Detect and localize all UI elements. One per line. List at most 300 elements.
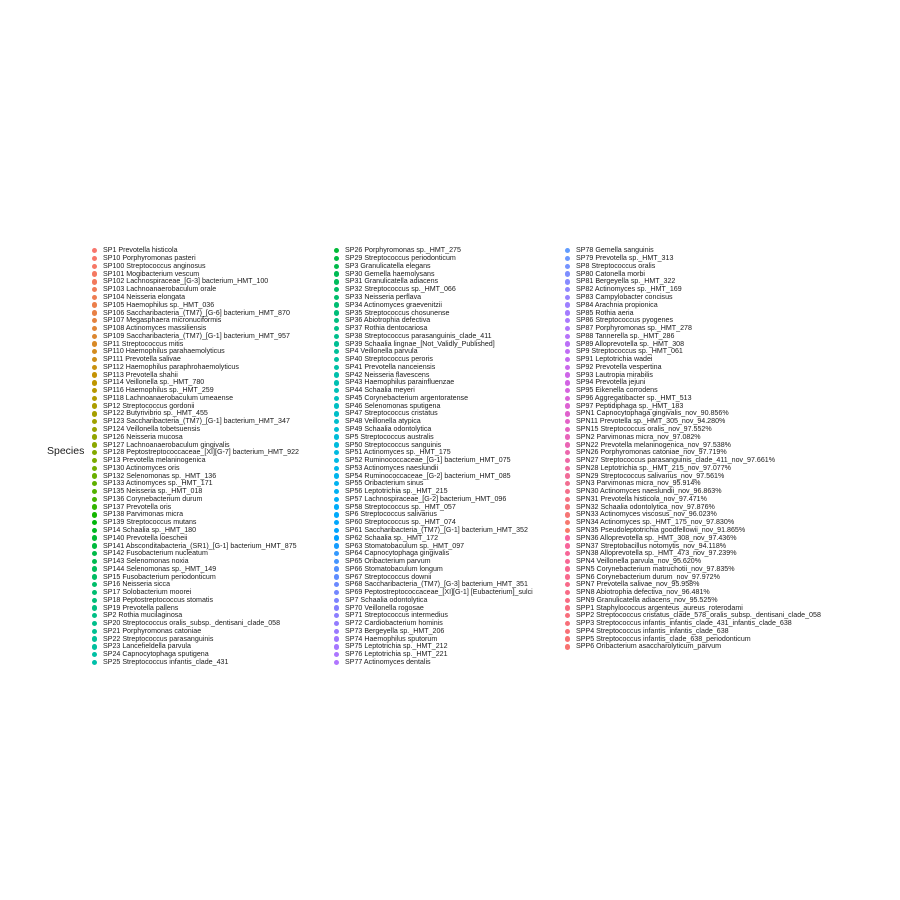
legend-key-dot [565,357,570,362]
legend-label: SP143 Selenomonas noxia [103,557,189,566]
legend-label: SP88 Tannerella sp._HMT_286 [576,331,675,340]
legend-label: SP12 Streptococcus gordonii [103,401,195,410]
legend-key-dot [565,256,570,261]
legend-label: SP53 Actinomyces naeslundii [345,463,439,472]
legend-label: SP78 Gemella sanguinis [576,246,654,255]
legend-label: SPN11 Prevotella sp._HMT_305_nov_94.280% [576,417,726,426]
legend-key-dot [334,621,339,626]
legend-label: SP128 Peptostreptococcaceae_[XI][G-7] bacterium_HMT_922 [103,448,299,457]
legend-label: SP8 Streptococcus oralis [576,261,656,270]
legend-label: SP5 Streptococcus australis [345,432,434,441]
legend-key-dot [92,403,97,408]
legend-key-dot [334,372,339,377]
legend-key-dot [92,450,97,455]
legend-key-dot [334,636,339,641]
legend-label: SP76 Leptotrichia sp._HMT_221 [345,650,448,659]
legend-key-dot [565,419,570,424]
legend-key-dot [565,458,570,463]
legend-label: SP33 Neisseria perflava [345,293,422,301]
legend-key-dot [565,349,570,354]
legend-label: SP21 Porphyromonas catoniae [103,626,202,635]
legend-key-dot [92,559,97,564]
legend-label: SP20 Streptococcus oralis_subsp._dentisani_clade_058 [103,619,281,628]
legend-key-dot [334,574,339,579]
legend-label: SP77 Actinomyces dentalis [345,657,431,666]
legend-key-dot [334,450,339,455]
legend-label: SP141 Absconditabacteria_(SR1)_[G-1] bacterium_HMT_875 [103,541,297,550]
legend-label: SP107 Megasphaera micronuciformis [103,316,222,325]
legend-label: SPN8 Abiotrophia defectiva_nov_96.481% [576,588,710,597]
legend-key-dot [334,442,339,447]
legend-label: SP7 Schaalia odontolytica [345,595,428,604]
legend-key-dot [334,427,339,432]
legend-key-dot [334,310,339,315]
legend-key-dot [92,318,97,323]
legend-key-dot [92,652,97,657]
legend-label: SP67 Streptococcus downii [345,572,432,581]
legend-label: SPP3 Streptococcus infantis_infantis_clade_431_infantis_clade_638 [576,619,792,628]
legend-key-dot [92,535,97,540]
legend-label: SPN22 Prevotella melaninogenica_nov_97.538% [576,440,731,449]
legend-key-dot [334,543,339,548]
legend-key-dot [334,458,339,463]
legend-key-dot [92,520,97,525]
legend-key-dot [565,551,570,556]
legend-label: SP139 Streptococcus mutans [103,518,197,527]
legend-label: SP40 Streptococcus peroris [345,355,433,364]
legend-label: SP55 Oribacterium sinus [345,479,424,488]
legend-key-dot [334,613,339,618]
legend-label: SP30 Gemella haemolysans [345,269,435,278]
legend-label: SP109 Saccharibacteria_(TM7)_[G-1] bacterium_HMT_957 [103,331,290,340]
legend-label: SP137 Prevotella oris [103,502,172,511]
legend-label: SP16 Neisseria sicca [103,580,171,589]
legend-key-dot [92,528,97,533]
legend-key-dot [565,411,570,416]
legend-label: SP57 Lachnospiraceae_[G-2] bacterium_HMT_096 [345,494,507,503]
legend-label: SP72 Cardiobacterium hominis [345,619,443,628]
legend-label: SP24 Capnocytophaga sputigena [103,650,209,659]
legend-key-dot [565,512,570,517]
legend-label: SPN27 Streptococcus parasanguinis_clade_411_nov_97.661% [576,456,776,465]
legend-label: SP39 Schaalia lingnae_[Not_Validly_Published] [345,339,495,348]
legend-label: SP111 Prevotella salivae [103,355,181,364]
legend-label: SP87 Porphyromonas sp._HMT_278 [576,324,692,333]
legend-label: SP138 Parvimonas micra [103,510,184,519]
legend-key-dot [565,504,570,509]
legend-label: SP113 Prevotella shahii [103,370,178,379]
legend-label: SP44 Schaalia meyeri [345,386,415,395]
legend-key-dot [92,605,97,610]
legend-label: SP127 Lachnoanaerobaculum gingivalis [103,440,230,449]
legend-label: SP48 Veillonella atypica [345,417,421,426]
legend-label: SPN2 Parvimonas micra_nov_97.082% [576,432,701,441]
legend-key-dot [334,504,339,509]
legend-key-dot [92,380,97,385]
legend-key-dot [565,466,570,471]
legend-key-dot [92,349,97,354]
legend-key-dot [92,388,97,393]
legend-key-dot [92,302,97,307]
legend-label: SP3 Granulicatella elegans [345,261,431,270]
legend-label: SP82 Actinomyces sp._HMT_169 [576,285,682,294]
legend-label: SPN28 Leptotrichia sp._HMT_215_nov_97.077% [576,463,731,472]
legend-key-dot [565,388,570,393]
legend-key-dot [565,621,570,626]
legend-key-dot [92,334,97,339]
legend-key-dot [334,326,339,331]
legend-key-dot [565,341,570,346]
legend-label: SPN26 Porphyromonas catoniae_nov_97.719% [576,448,727,457]
legend-label: SP45 Corynebacterium argentoratense [345,393,469,402]
legend-key-dot [334,365,339,370]
legend-label: SP106 Saccharibacteria_(TM7)_[G-6] bacterium_HMT_870 [103,308,290,317]
legend-key-dot [334,295,339,300]
legend-key-dot [334,489,339,494]
legend-key-dot [92,341,97,346]
legend-key-dot [565,334,570,339]
legend-key-dot [92,466,97,471]
legend-label: SP41 Prevotella nanceiensis [345,362,436,371]
legend-label: SPP5 Streptococcus infantis_clade_638_periodonticum [576,634,751,643]
legend-key-dot [92,365,97,370]
legend-label: SP81 Bergeyella sp._HMT_322 [576,277,676,286]
legend-label: SP10 Porphyromonas pasteri [103,254,196,263]
legend-label: SP84 Arachnia propionica [576,300,658,309]
legend-key-dot [334,652,339,657]
legend-label: SP86 Streptococcus pyogenes [576,316,674,325]
legend-label: SP96 Aggregatibacter sp._HMT_513 [576,393,692,402]
legend-label: SP93 Lautropia mirabilis [576,370,653,379]
legend-label: SP136 Corynebacterium durum [103,494,203,503]
legend-key-dot [565,535,570,540]
legend-label: SP80 Catonella morbi [576,269,646,278]
legend-key-dot [334,264,339,269]
legend-key-dot [92,279,97,284]
legend-key-dot [334,357,339,362]
legend-key-dot [334,419,339,424]
legend-key-dot [334,660,339,665]
legend-label: SP100 Streptococcus anginosus [103,261,206,270]
legend-key-dot [565,427,570,432]
legend-key-dot [565,582,570,587]
legend-key-dot [565,279,570,284]
legend-key-dot [92,551,97,556]
legend-label: SPN29 Streptococcus salivarius_nov_97.561% [576,471,725,480]
legend-label: SP89 Alloprevotella sp._HMT_308 [576,339,685,348]
legend-key-dot [565,396,570,401]
legend-label: SP58 Streptococcus sp._HMT_057 [345,502,456,511]
legend-key-dot [334,403,339,408]
legend-label: SP2 Rothia mucilaginosa [103,611,183,620]
legend-key-dot [92,372,97,377]
legend-label: SP34 Actinomyces graevenitzii [345,300,442,309]
legend-label: SP112 Haemophilus paraphrohaemolyticus [103,362,239,371]
legend-key-dot [565,264,570,269]
legend-key-dot [565,248,570,253]
legend-key-dot [92,458,97,463]
legend-label: SP79 Prevotella sp._HMT_313 [576,254,674,263]
legend-label: SP123 Saccharibacteria_(TM7)_[G-1] bacterium_HMT_347 [103,417,290,426]
legend-label: SPP6 Oribacterium asaccharolyticum_parvum [576,642,722,651]
legend-key-dot [565,629,570,634]
legend-label: SPN32 Schaalia odontolytica_nov_97.876% [576,502,715,511]
legend-key-dot [565,520,570,525]
legend-key-dot [92,598,97,603]
legend-key-dot [565,598,570,603]
legend-key-dot [334,566,339,571]
legend-label: SPN37 Streptobacillus notomytis_nov_94.118% [576,541,727,550]
legend-label: SP60 Streptococcus sp._HMT_074 [345,518,456,527]
legend-key-dot [92,636,97,641]
legend-key-dot [334,473,339,478]
legend-label: SPN38 Alloprevotella sp._HMT_473_nov_97.239% [576,549,737,558]
legend-label: SP108 Actinomyces massiliensis [103,324,207,333]
legend-label: SP15 Fusobacterium periodonticum [103,572,216,581]
legend-key-dot [92,357,97,362]
legend-key-dot [334,466,339,471]
legend-label: SP142 Fusobacterium nucleatum [103,549,208,558]
legend-label: SP65 Oribacterium parvum [345,557,431,566]
legend-label: SP144 Selenomonas sp._HMT_149 [103,564,217,573]
legend-key-dot [565,636,570,641]
legend-label: SP43 Haemophilus parainfluenzae [345,378,455,387]
legend-label: SP92 Prevotella vespertina [576,362,662,371]
legend-label: SP38 Streptococcus parasanguinis_clade_411 [345,331,492,340]
legend-key-dot [92,411,97,416]
legend-key-dot [92,629,97,634]
legend-label: SPN15 Streptococcus oralis_nov_97.552% [576,425,712,434]
legend-label: SP63 Stomatobaculum sp._HMT_097 [345,541,465,550]
legend-key-dot [92,566,97,571]
legend-label: SP35 Streptococcus chosunense [345,308,450,317]
legend-label: SP83 Campylobacter concisus [576,293,673,301]
legend-key-dot [334,279,339,284]
legend-key-dot [565,497,570,502]
legend-label: SPN3 Parvimonas micra_nov_95.914% [576,479,701,488]
legend-key-dot [334,349,339,354]
legend-label: SP56 Leptotrichia sp._HMT_215 [345,487,448,496]
legend-key-dot [334,302,339,307]
legend-key-dot [92,590,97,595]
legend-label: SP118 Lachnoanaerobaculum umeaense [103,393,234,402]
legend-label: SP19 Prevotella pallens [103,603,179,612]
legend-label: SP47 Streptococcus cristatus [345,409,438,418]
legend-label: SP97 Peptidiphaga sp._HMT_183 [576,401,684,410]
legend-key-dot [92,434,97,439]
legend-key-dot [565,380,570,385]
legend-label: SP104 Neisseria elongata [103,293,186,301]
legend-key-dot [565,302,570,307]
legend-key-dot [92,574,97,579]
legend-label: SP116 Haemophilus sp._HMT_259 [103,386,214,395]
legend-label: SP122 Butyrivibrio sp._HMT_455 [103,409,208,418]
legend-label: SP37 Rothia dentocariosa [345,324,428,333]
legend-label: SP51 Actinomyces sp._HMT_175 [345,448,451,457]
legend-key-dot [92,256,97,261]
legend-key-dot [334,535,339,540]
legend-key-dot [565,481,570,486]
legend-key-dot [334,334,339,339]
legend-label: SPP1 Staphylococcus argenteus_aureus_roterodami [576,603,743,612]
legend-label: SPN1 Capnocytophaga gingivalis_nov_90.856% [576,409,729,418]
legend-key-dot [334,598,339,603]
legend-key-dot [92,613,97,618]
legend-key-dot [92,481,97,486]
legend-label: SP133 Actinomyces sp._HMT_171 [103,479,213,488]
legend-label: SP31 Granulicatella adiacens [345,277,439,286]
legend-key-dot [565,559,570,564]
legend-label: SP110 Haemophilus parahaemolyticus [103,347,225,356]
legend-key-dot [565,403,570,408]
legend-key-dot [92,660,97,665]
legend-label: SPN33 Actinomyces viscosus_nov_96.023% [576,510,717,519]
legend-label: SP95 Eikenella corrodens [576,386,658,395]
legend-label: SP52 Ruminococcaceae_[G-1] bacterium_HMT_075 [345,456,511,465]
legend-key-dot [334,520,339,525]
legend-key-dot [334,388,339,393]
legend-key-dot [334,318,339,323]
legend-key-dot [334,271,339,276]
legend-key-dot [334,629,339,634]
legend-label: SP22 Streptococcus parasanguinis [103,634,214,643]
legend-label: SP124 Veillonella tobetsuensis [103,425,201,434]
legend-label: SP54 Ruminococcaceae_[G-2] bacterium_HMT_085 [345,471,511,480]
legend-label: SP105 Haemophilus sp._HMT_036 [103,300,215,309]
legend-label: SP140 Prevotella loescheii [103,533,188,542]
legend-label: SPN7 Prevotella salivae_nov_95.958% [576,580,700,589]
legend-label: SPN34 Actinomyces sp._HMT_175_nov_97.830% [576,518,735,527]
legend-key-dot [565,372,570,377]
legend-label: SPN35 Pseudoleptotrichia goodfellowii_nov_91.865% [576,525,746,534]
legend-key-dot [92,497,97,502]
legend-key-dot [334,644,339,649]
legend-label: SP135 Neisseria sp._HMT_018 [103,487,203,496]
legend-label: SP71 Streptococcus intermedius [345,611,448,620]
legend-key-dot [92,264,97,269]
legend-key-dot [565,271,570,276]
legend-label: SP6 Streptococcus salivarius [345,510,437,519]
legend-key-dot [565,310,570,315]
legend-key-dot [565,450,570,455]
legend-label: SPN36 Alloprevotella sp._HMT_308_nov_97.436% [576,533,737,542]
legend-label: SP42 Neisseria flavescens [345,370,430,379]
legend-key-dot [92,543,97,548]
legend-label: SPN6 Corynebacterium durum_nov_97.972% [576,572,720,581]
legend-key-dot [92,504,97,509]
legend-key-dot [334,434,339,439]
legend-key-dot [334,380,339,385]
legend-key-dot [565,287,570,292]
legend-key-dot [92,419,97,424]
legend-key-dot [92,326,97,331]
legend-label: SP68 Saccharibacteria_(TM7)_[G-3] bacterium_HMT_351 [345,580,528,589]
legend-label: SP46 Selenomonas sputigena [345,401,441,410]
legend-label: SP70 Veillonella rogosae [345,603,424,612]
legend-label: SP23 Lancefieldella parvula [103,642,191,651]
legend-label: SP102 Lachnospiraceae_[G-3] bacterium_HMT_100 [103,277,269,286]
legend-label: SP50 Streptococcus sanguinis [345,440,442,449]
legend-key-dot [565,574,570,579]
legend-key-dot [92,310,97,315]
legend-key-dot [565,590,570,595]
legend-key-dot [334,590,339,595]
legend-key-dot [92,427,97,432]
legend-label: SP1 Prevotella histicola [103,246,178,255]
legend-key-dot [92,295,97,300]
legend-key-dot [334,512,339,517]
legend-key-dot [334,605,339,610]
legend-key-dot [565,605,570,610]
legend-label: SP62 Schaalia sp._HMT_172 [345,533,439,542]
legend-label: SP13 Prevotella melaninogenica [103,456,206,465]
legend-label: SPN4 Veillonella parvula_nov_95.620% [576,557,702,566]
legend-title: Species [47,445,85,457]
legend-key-dot [334,559,339,564]
legend-key-dot [92,271,97,276]
legend-key-dot [92,621,97,626]
legend-label: SP66 Stomatobaculum longum [345,564,443,573]
legend-label: SP103 Lachnoanaerobaculum orale [103,285,217,294]
legend-key-dot [92,582,97,587]
legend-label: SP94 Prevotella jejuni [576,378,646,387]
legend-label: SP29 Streptococcus periodonticum [345,254,456,263]
legend-label: SP132 Selenomonas sp._HMT_136 [103,471,217,480]
legend-key-dot [334,287,339,292]
legend-label: SP101 Mogibacterium vescum [103,269,200,278]
legend-label: SP130 Actinomyces oris [103,463,180,472]
legend-key-dot [334,248,339,253]
legend-label: SP26 Porphyromonas sp._HMT_275 [345,246,461,255]
legend-key-dot [565,442,570,447]
legend-key-dot [92,644,97,649]
legend-key-dot [565,365,570,370]
legend-key-dot [565,295,570,300]
legend-label: SPP2 Streptococcus cristatus_clade_578_oralis_subsp._dentisani_clade_058 [576,611,821,620]
legend-label: SP85 Rothia aeria [576,308,634,317]
legend-key-dot [565,566,570,571]
legend-key-dot [334,341,339,346]
legend-key-dot [565,543,570,548]
legend-key-dot [565,644,570,649]
legend-key-dot [334,256,339,261]
legend-key-dot [565,434,570,439]
legend-label: SP4 Veillonella parvula [345,347,418,356]
legend-label: SP11 Streptococcus mitis [103,339,184,348]
legend-key-dot [565,528,570,533]
legend-label: SPN30 Actinomyces naeslundii_nov_96.863% [576,487,722,496]
legend-label: SP36 Abiotrophia defectiva [345,316,431,325]
legend-label: SP74 Haemophilus sputorum [345,634,438,643]
legend-key-dot [334,497,339,502]
legend-label: SP69 Peptostreptococcaceae_[XI][G-1] [Eubacterium]_sulci [345,588,533,597]
legend-label: SPP4 Streptococcus infantis_infantis_clade_638 [576,626,729,635]
legend-label: SP61 Saccharibacteria_(TM7)_[G-1] bacterium_HMT_352 [345,525,528,534]
legend-label: SP64 Capnocytophaga gingivalis [345,549,450,558]
legend-label: SP126 Neisseria mucosa [103,432,183,441]
legend-label: SP75 Leptotrichia sp._HMT_212 [345,642,448,651]
legend-key-dot [334,582,339,587]
legend-label: SP18 Peptostreptococcus stomatis [103,595,214,604]
legend-key-dot [92,489,97,494]
legend-key-dot [334,528,339,533]
legend-label: SP114 Veillonella sp._HMT_780 [103,378,205,387]
legend-label: SP25 Streptococcus infantis_clade_431 [103,657,229,666]
legend-key-dot [334,411,339,416]
legend-key-dot [565,326,570,331]
legend-label: SP9 Streptococcus sp._HMT_061 [576,347,683,356]
legend-key-dot [334,481,339,486]
